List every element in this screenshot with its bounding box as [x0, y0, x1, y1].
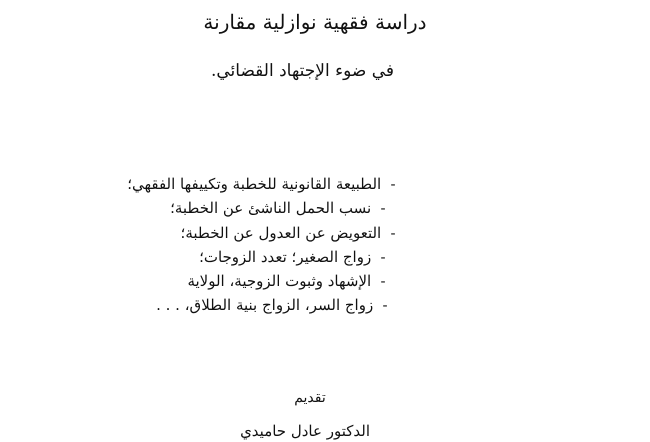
topic-item [127, 172, 400, 196]
topic-dash: - [380, 272, 386, 291]
topic-text: نسب الحمل الناشئ عن الخطبة؛ [170, 199, 372, 218]
topic-item [127, 269, 390, 293]
topic-item [127, 196, 390, 220]
topic-text: زواج الصغير؛ تعدد الزوجات؛ [199, 247, 372, 266]
topic-dash: - [390, 175, 396, 193]
presented-label: تقديم [294, 390, 326, 406]
topic-dash: - [382, 296, 388, 315]
topic-text: الإشهاد وثبوت الزوجية، الولاية [187, 272, 372, 291]
topic-dash: - [390, 223, 396, 242]
topic-dash: - [380, 199, 386, 218]
topic-text: الطبيعة القانونية للخطبة وتكييفها الفقهي؛ [127, 175, 382, 193]
topics-list [127, 172, 400, 318]
topic-text: زواج السر، الزواج بنية الطلاق، . . . [156, 296, 374, 315]
topic-item [127, 293, 392, 317]
author-name: الدكتور عادل حاميدي [240, 422, 370, 440]
document-title: دراسة فقهية نوازلية مقارنة [203, 10, 427, 34]
topic-item [127, 245, 390, 269]
document-subtitle: في ضوء الإجتهاد القضائي. [210, 61, 395, 81]
topic-item [127, 221, 400, 245]
topic-text: التعويض عن العدول عن الخطبة؛ [180, 223, 382, 242]
topic-dash: - [380, 247, 386, 266]
